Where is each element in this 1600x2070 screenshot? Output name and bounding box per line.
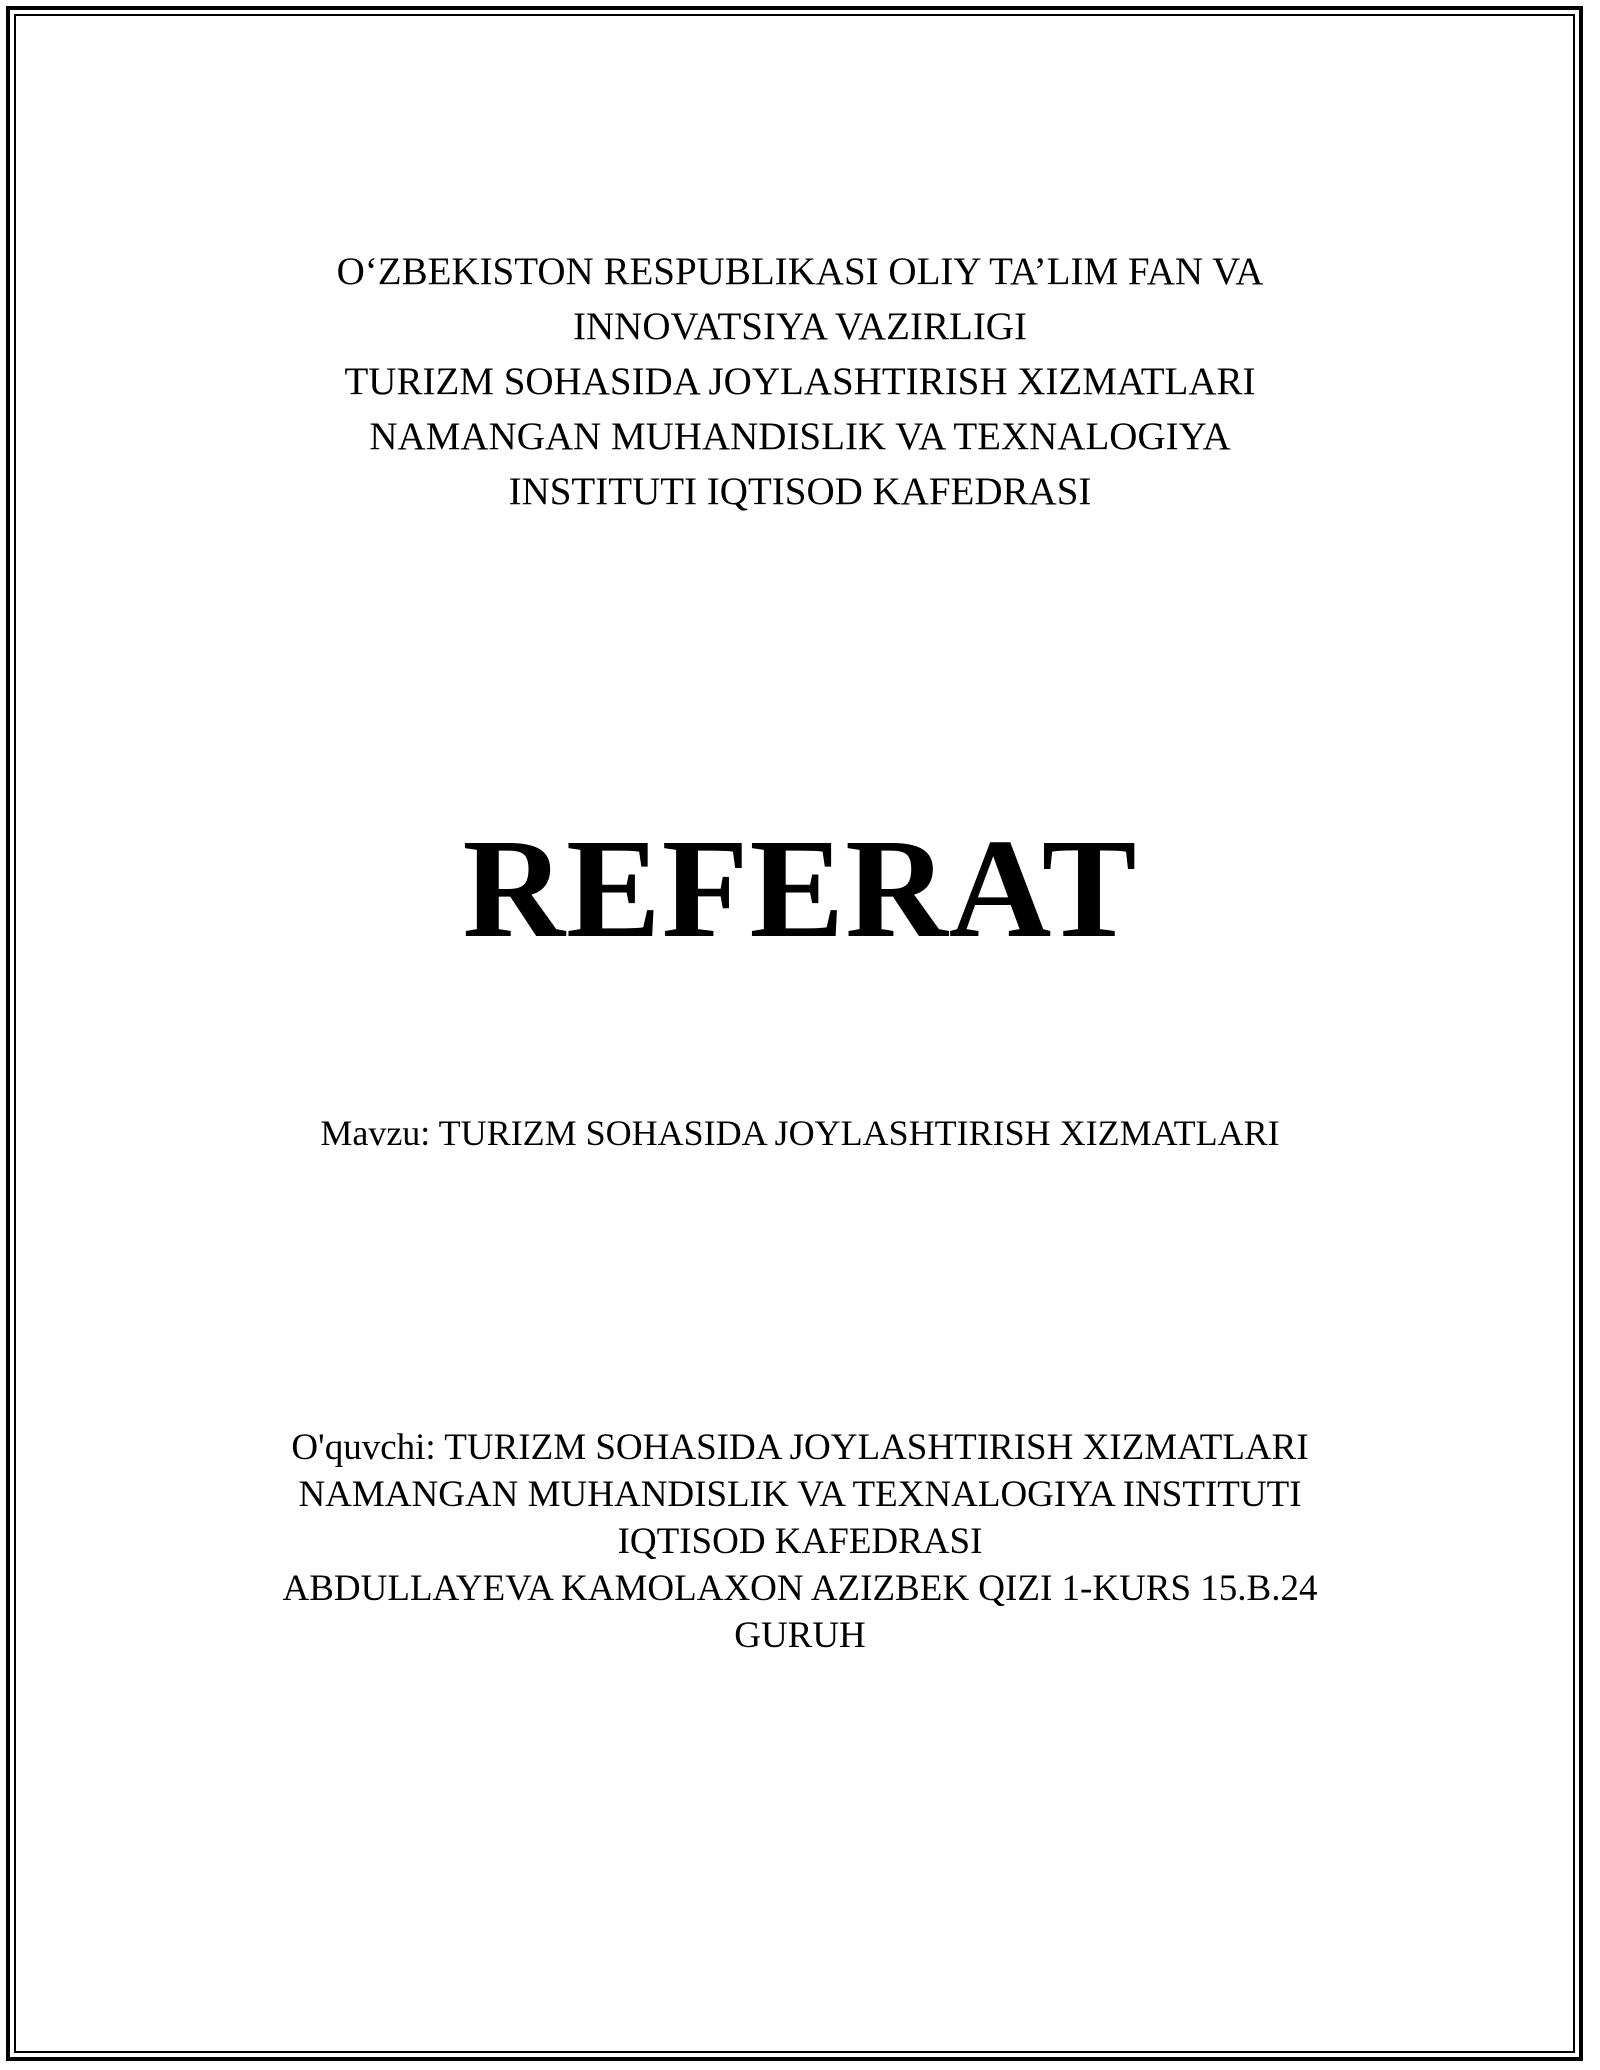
institution-header (0, 244, 1600, 519)
student-info (0, 1424, 1600, 1659)
student-line: IQTISOD KAFEDRASI (617, 1521, 983, 1562)
student-line: NAMANGAN MUHANDISLIK VA TEXNALOGIYA INSTITUTI (298, 1474, 1302, 1515)
student-line: ABDULLAYEVA KAMOLAXON AZIZBEK QIZI 1-KURS 15.B.24 (282, 1568, 1318, 1609)
header-line: O‘ZBEKISTON RESPUBLIKASI OLIY TA’LIM FAN VA (336, 250, 1264, 293)
header-line: NAMANGAN MUHANDISLIK VA TEXNALOGIYA (369, 415, 1231, 458)
header-line: TURIZM SOHASIDA JOYLASHTIRISH XIZMATLARI (344, 360, 1256, 403)
document-title: REFERAT (462, 809, 1138, 967)
header-line: INSTITUTI IQTISOD KAFEDRASI (508, 470, 1092, 513)
topic-line: Mavzu: TURIZM SOHASIDA JOYLASHTIRISH XIZMATLARI (320, 1113, 1280, 1153)
student-line: O'quvchi: TURIZM SOHASIDA JOYLASHTIRISH XIZMATLARI (291, 1427, 1309, 1468)
student-line: GURUH (734, 1615, 866, 1656)
header-line: INNOVATSIYA VAZIRLIGI (573, 305, 1027, 348)
